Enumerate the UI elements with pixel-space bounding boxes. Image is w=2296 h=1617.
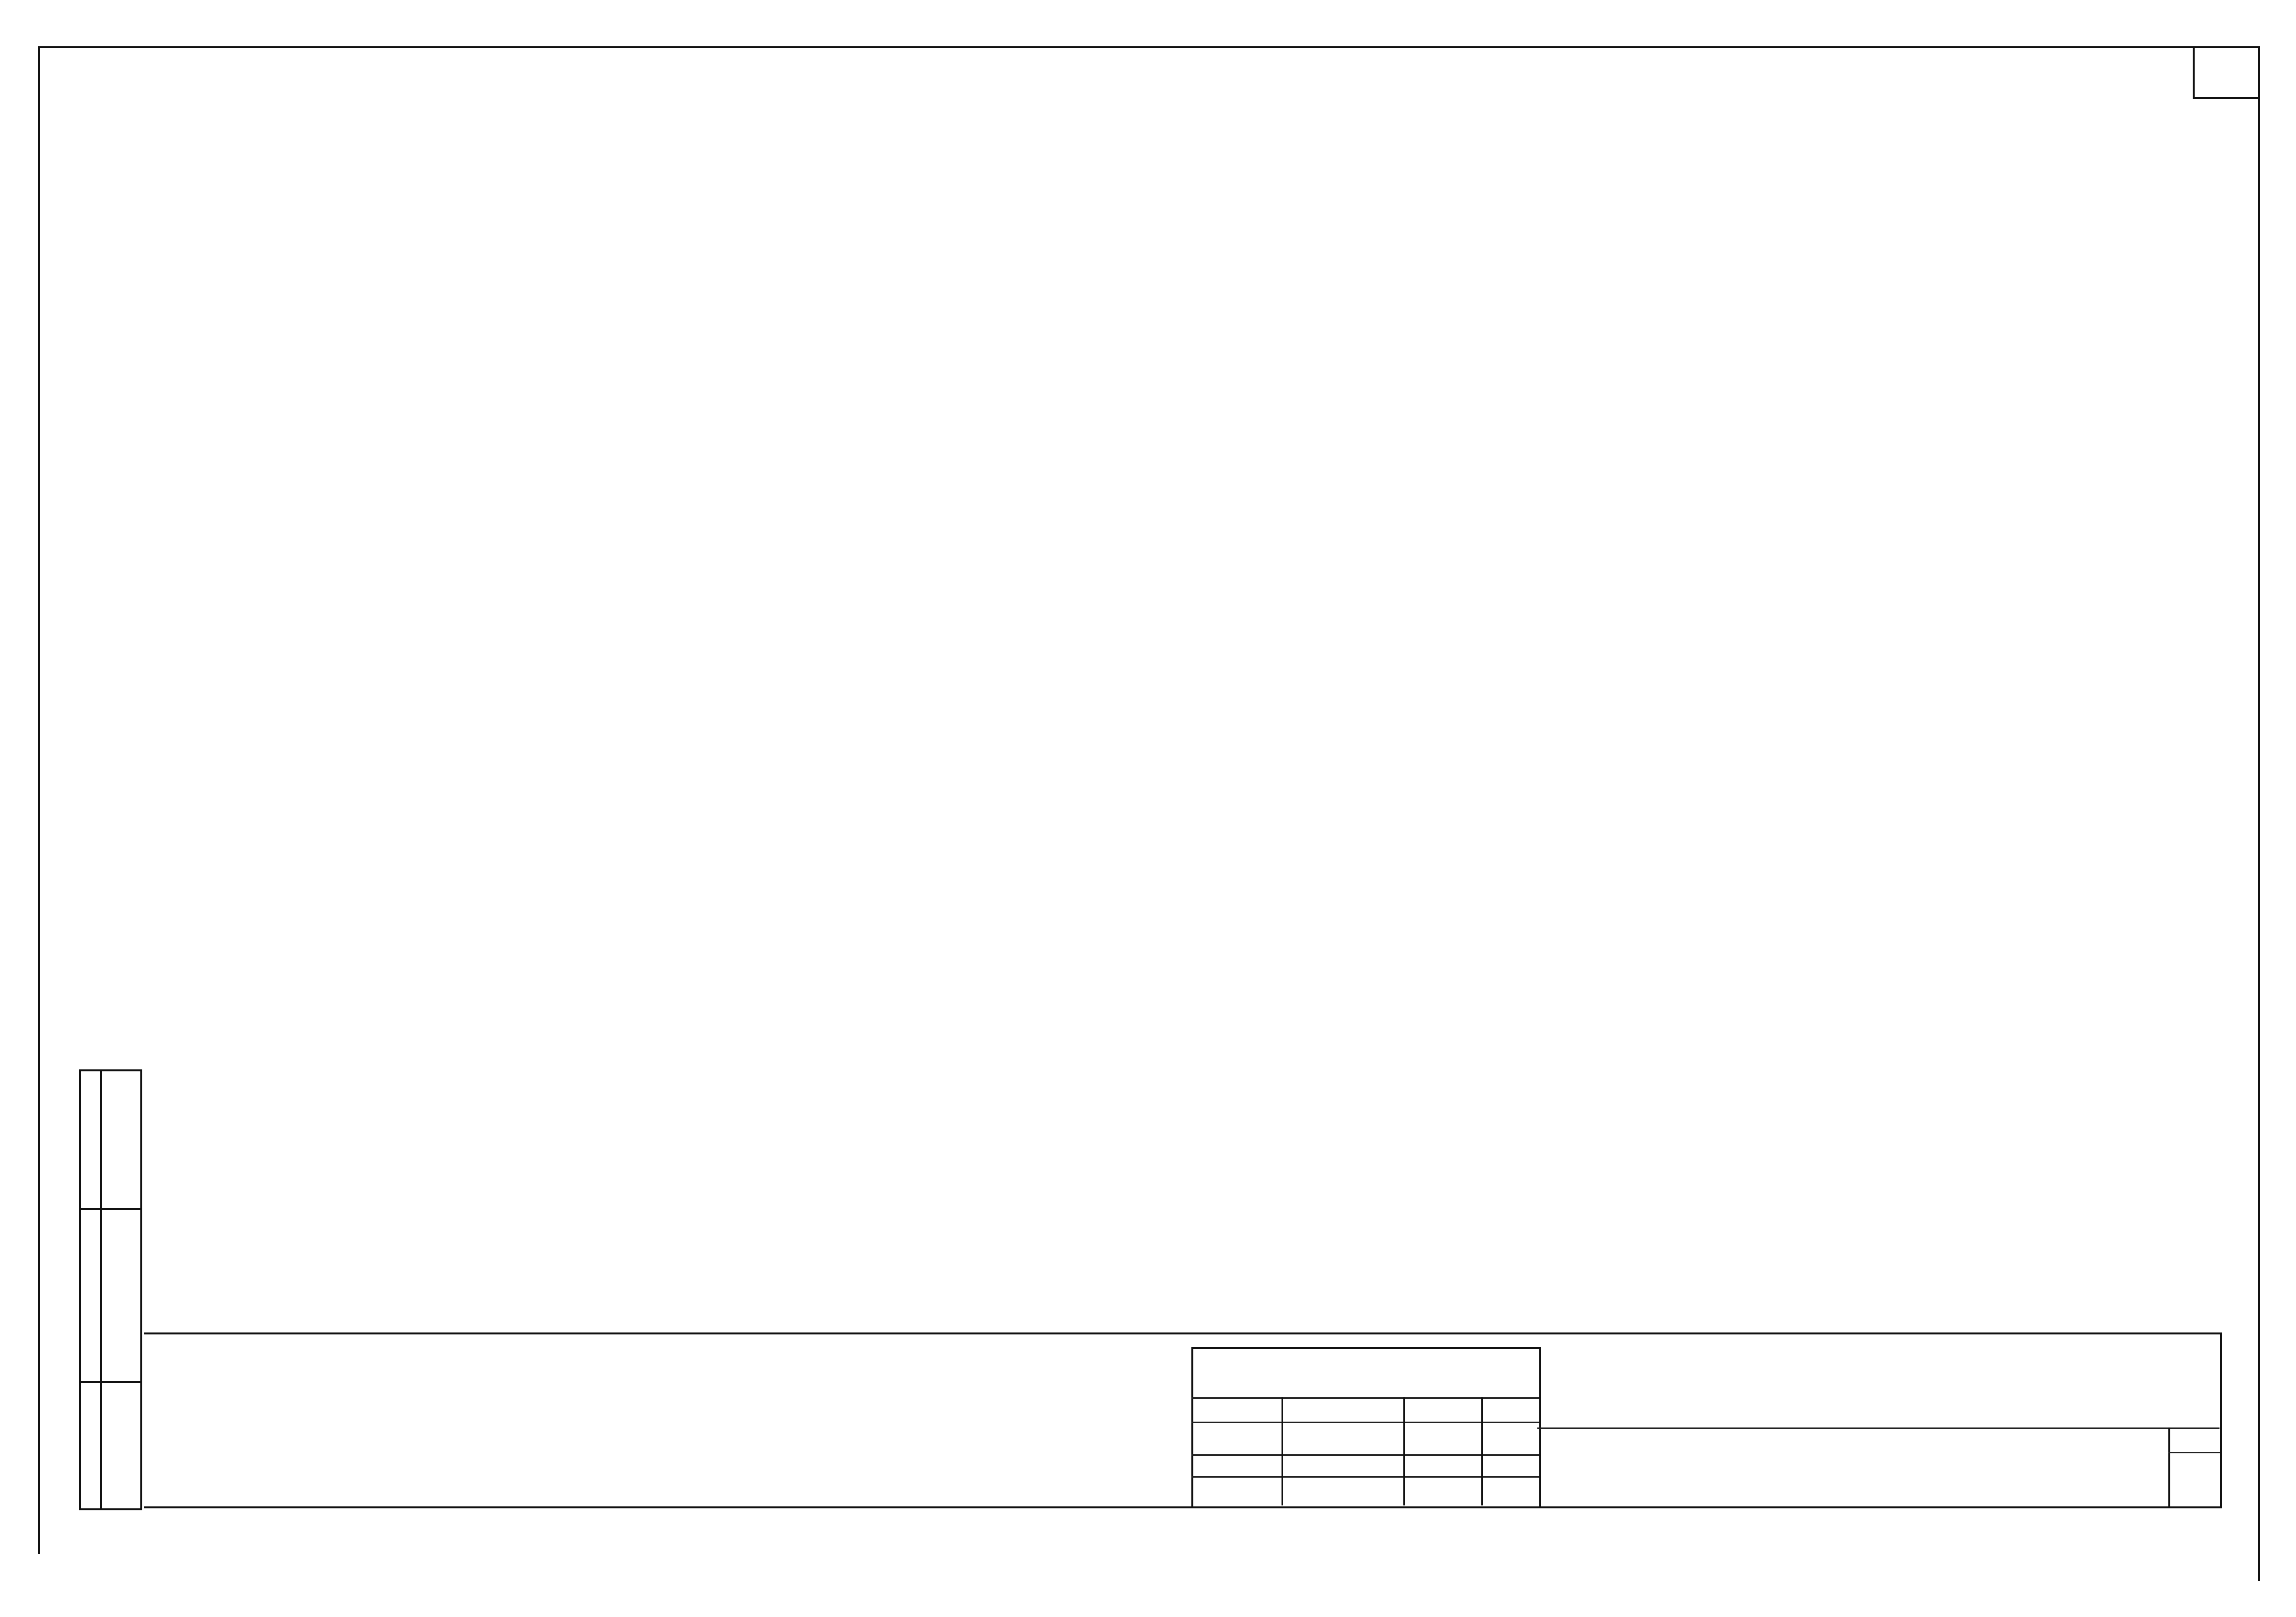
stamp-top-line (144, 1332, 2222, 1334)
frame-left (38, 46, 40, 1554)
header-unit-group (1330, 102, 1491, 161)
header-position (144, 100, 250, 280)
sheet-box (2168, 1427, 2222, 1506)
frame-top (38, 46, 2260, 48)
stamp-grid (1191, 1397, 1539, 1399)
privyazan-box (1191, 1347, 1541, 1507)
page-number-box (2193, 46, 2260, 99)
stamp-grid (1282, 1397, 1283, 1505)
header-price (1860, 112, 1992, 273)
header-equipment-code (1677, 112, 1857, 273)
stamp-line (1537, 1427, 2219, 1429)
side-label-vzam (80, 1069, 100, 1211)
header-type (1146, 112, 1326, 273)
header-mass (2095, 107, 2232, 278)
stamp-grid (1403, 1397, 1405, 1505)
stamp-grid (1481, 1397, 1483, 1505)
sheet-box-divider (2168, 1452, 2220, 1453)
header-unit-name (1330, 166, 1408, 278)
header-name-line1 (253, 139, 1143, 168)
frame-right (2258, 46, 2260, 1581)
stamp-bottom-line (144, 1506, 2222, 1508)
stamp-grid (1191, 1454, 1539, 1456)
stamp-grid (1191, 1422, 1539, 1423)
header-plant-code (1494, 112, 1674, 273)
stamp-grid (1191, 1476, 1539, 1478)
side-label-inv (81, 1367, 101, 1527)
header-quantity (1995, 112, 2092, 273)
header-unit-code (1411, 166, 1491, 278)
header-name-line2 (253, 187, 1143, 216)
side-label-podpis (80, 1206, 100, 1386)
